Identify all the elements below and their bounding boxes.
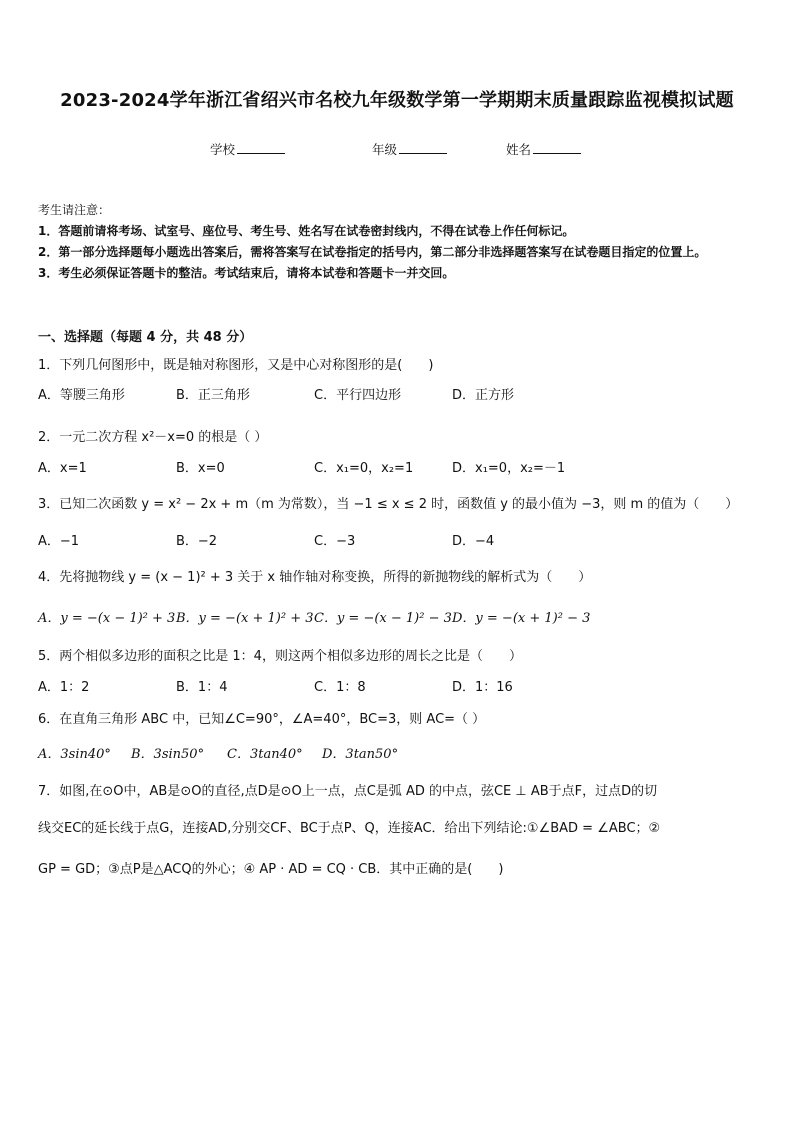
name-blank[interactable]	[533, 141, 581, 154]
question-1-option-d[interactable]: D．正方形	[452, 388, 515, 403]
section-heading: 一、选择题（每题 4 分，共 48 分）	[38, 330, 253, 345]
name-field[interactable]	[506, 140, 581, 158]
question-7-line-3: GP = GD；③点P是△ACQ的外心；④ AP · AD = CQ · CB．其中正确的是( )	[38, 862, 504, 877]
question-1-option-c[interactable]: C．平行四边形	[314, 388, 402, 403]
question-1-stem: 1．下列几何图形中，既是轴对称图形，又是中心对称图形的是( )	[38, 358, 434, 373]
question-3-option-c[interactable]: C．−3	[314, 534, 356, 549]
question-2-option-c[interactable]: C．x₁=0，x₂=1	[314, 461, 414, 476]
question-4-stem: 4．先将抛物线 y = (x − 1)² + 3 关于 x 轴作轴对称变换，所得的新抛物线的解析式为（ ）	[38, 570, 592, 585]
exam-title: 2023-2024学年浙江省绍兴市名校九年级数学第一学期期末质量跟踪监视模拟试题	[60, 90, 734, 111]
question-2-option-b[interactable]: B．x=0	[176, 461, 225, 476]
question-7-line-1: 7．如图,在⊙O中，AB是⊙O的直径,点D是⊙O上一点，点C是弧 AD 的中点，弦CE ⊥ AB于点F，过点D的切	[38, 784, 658, 799]
notice-item: 3．考生必须保证答题卡的整洁。考试结束后，请将本试卷和答题卡一并交回。	[38, 266, 455, 280]
question-6-option-c[interactable]: C．3tan40°	[227, 747, 303, 762]
notice-heading: 考生请注意：	[38, 203, 111, 217]
question-3-option-b[interactable]: B．−2	[176, 534, 218, 549]
question-4-option-c[interactable]: C．y = −(x − 1)² − 3	[314, 611, 452, 626]
question-6-option-b[interactable]: B．3sin50°	[131, 747, 205, 762]
school-field[interactable]	[210, 140, 285, 158]
question-6-option-a[interactable]: A．3sin40°	[38, 747, 111, 762]
name-label: 姓名	[506, 142, 532, 157]
question-1-option-b[interactable]: B．正三角形	[176, 388, 250, 403]
question-4-option-b[interactable]: B．y = −(x + 1)² + 3	[176, 611, 314, 626]
question-6-stem: 6．在直角三角形 ABC 中，已知∠C=90°，∠A=40°，BC=3，则 AC=（ ）	[38, 712, 486, 727]
question-5-option-b[interactable]: B．1：4	[176, 680, 228, 695]
question-1-option-a[interactable]: A．等腰三角形	[38, 388, 125, 403]
school-label: 学校	[210, 142, 236, 157]
question-6-option-d[interactable]: D．3tan50°	[322, 747, 399, 762]
question-2-stem: 2．一元二次方程 x²－x=0 的根是（ ）	[38, 430, 268, 445]
school-blank[interactable]	[237, 141, 285, 154]
question-2-option-d[interactable]: D．x₁=0，x₂=－1	[452, 461, 566, 476]
question-5-option-c[interactable]: C．1：8	[314, 680, 366, 695]
question-4-option-d[interactable]: D．y = −(x + 1)² − 3	[452, 611, 591, 626]
question-3-option-a[interactable]: A．−1	[38, 534, 80, 549]
question-4-option-a[interactable]: A．y = −(x − 1)² + 3	[38, 611, 176, 626]
question-3-option-d[interactable]: D．−4	[452, 534, 495, 549]
grade-label: 年级	[372, 142, 398, 157]
grade-field[interactable]	[372, 140, 447, 158]
question-3-stem: 3．已知二次函数 y = x² − 2x + m（m 为常数），当 −1 ≤ x ≤ 2 时，函数值 y 的最小值为 −3，则 m 的值为（ ）	[38, 497, 739, 512]
question-5-stem: 5．两个相似多边形的面积之比是 1：4，则这两个相似多边形的周长之比是（ ）	[38, 649, 522, 664]
notice-item: 2．第一部分选择题每小题选出答案后，需将答案写在试卷指定的括号内，第二部分非选择题答案写在试卷题目指定的位置上。	[38, 245, 707, 259]
exam-notice	[38, 200, 760, 284]
question-7-line-2: 线交EC的延长线于点G，连接AD,分别交CF、BC于点P、Q，连接AC．给出下列结论:①∠BAD = ∠ABC；②	[38, 821, 661, 836]
grade-blank[interactable]	[399, 141, 447, 154]
question-2-option-a[interactable]: A．x=1	[38, 461, 87, 476]
notice-item: 1．答题前请将考场、试室号、座位号、考生号、姓名写在试卷密封线内，不得在试卷上作任何标记。	[38, 224, 575, 238]
question-5-option-d[interactable]: D．1：16	[452, 680, 513, 695]
question-5-option-a[interactable]: A．1：2	[38, 680, 90, 695]
